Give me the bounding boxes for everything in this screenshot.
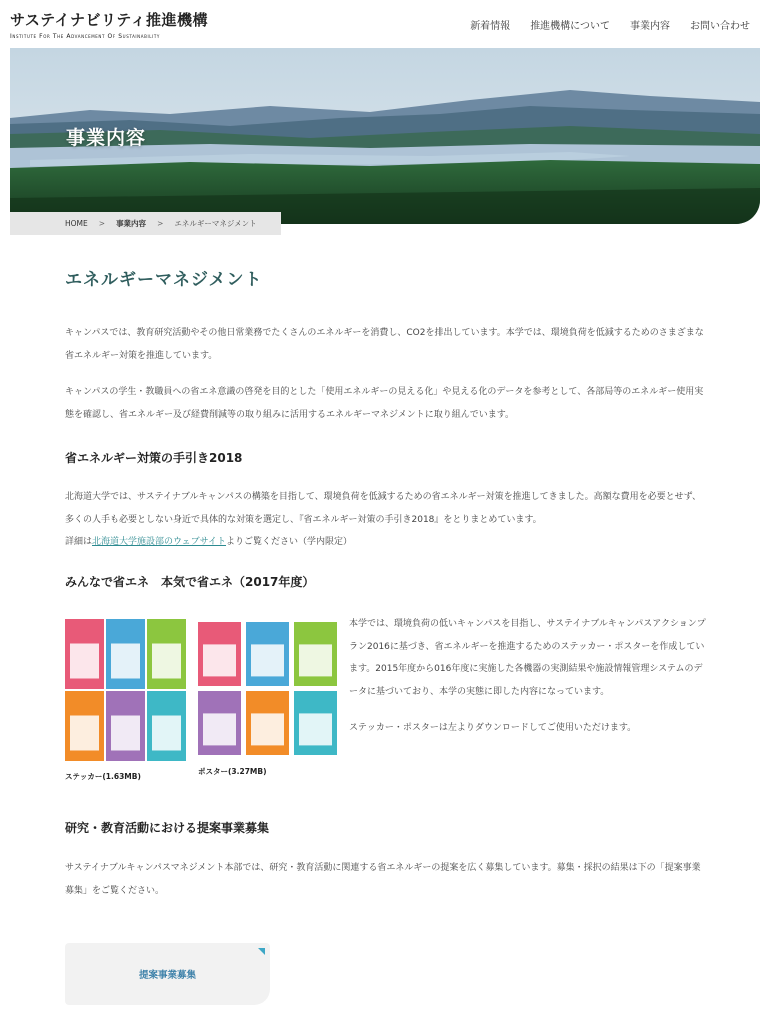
poster-tile-panel <box>251 713 284 745</box>
nav-projects[interactable]: 事業内容 <box>630 21 670 32</box>
logo-title: サステイナビリティ推進機構 <box>10 11 209 29</box>
logo-subtitle: Institute For The Advancement Of Sustainability <box>10 33 160 40</box>
site-header <box>0 0 768 48</box>
proposals-button-label: 提案事業募集 <box>138 970 196 981</box>
poster-tile-panel <box>299 644 332 676</box>
sticker-tile-panel <box>152 716 181 751</box>
site-logo[interactable] <box>10 9 208 40</box>
breadcrumb-section[interactable]: 事業内容 <box>116 219 147 228</box>
nav-news[interactable]: 新着情報 <box>470 21 511 32</box>
intro-paragraph-1: キャンパスでは、教育研究活動やその他日常業務でたくさんのエネルギーを消費し、CO2を排出しています。本学では、環境負荷を低減するためのさまざまな省エネルギー対策を推進しています。 <box>65 328 704 361</box>
breadcrumb-home[interactable]: HOME <box>65 219 88 228</box>
section-heading-proposals: 研究・教育活動における提案事業募集 <box>65 821 270 835</box>
proposals-paragraph: サステイナブルキャンパスマネジメント本部では、研究・教育活動に関連する省エネルギーの提案を広く募集しています。募集・採択の結果は下の「提案事業募集」をご覧ください。 <box>65 863 701 896</box>
corner-arrow-icon <box>258 948 265 955</box>
intro-paragraph-2: キャンパスの学生・教職員への省エネ意識の啓発を目的とした「使用エネルギーの見える化」や見える化のデータを参考として、各部局等のエネルギー使用実態を確認し、省エネルギー及び経費削減等の取り組みに活用するエネルギーマネジメントに取り組んでいます。 <box>65 387 704 420</box>
poster-download[interactable] <box>198 620 338 777</box>
sticker-tile-panel <box>70 644 99 679</box>
poster-tile-panel <box>203 713 236 745</box>
poster-tile-panel <box>203 644 236 676</box>
section-heading-guide: 省エネルギー対策の手引き2018 <box>65 451 243 465</box>
sticker-caption: ステッカー(1.63MB) <box>65 772 141 781</box>
poster-tile-panel <box>251 644 284 676</box>
sticker-tile-panel <box>70 716 99 751</box>
breadcrumb-separator: > <box>98 219 106 228</box>
sticker-tile-panel <box>152 644 181 679</box>
hero-banner <box>10 48 760 224</box>
poster-tile-panel <box>299 713 332 745</box>
page-title: エネルギーマネジメント <box>65 270 263 290</box>
campaign-body-2: ステッカー・ポスターは左よりダウンロードしてご使用いただけます。 <box>349 723 637 733</box>
hero-title: 事業内容 <box>66 127 147 149</box>
breadcrumb-current: エネルギーマネジメント <box>174 219 257 228</box>
breadcrumb-separator: > <box>157 219 164 228</box>
facilities-website-link[interactable]: 北海道大学施設部のウェブサイト <box>92 537 227 547</box>
sticker-download[interactable] <box>65 617 188 782</box>
proposals-button[interactable] <box>65 943 270 1005</box>
guide-body: 北海道大学では、サステイナブルキャンパスの構築を目指して、環境負荷を低減するための省エネルギー対策を推進してきました。高額な費用を必要とせず、多くの人手も必要としない身近で具体的な対策を選定し、『省エネルギー対策の手引き2018』をとりまとめています。 <box>65 492 701 525</box>
sticker-thumbnail <box>65 617 188 761</box>
poster-thumbnail <box>198 620 338 756</box>
nav-contact[interactable]: お問い合わせ <box>690 21 750 32</box>
campaign-body-1: 本学では、環境負荷の低いキャンパスを目指し、サステイナブルキャンパスアクションプラン2016に基づき、省エネルギーを推進するためのステッカー・ポスターを作成しています。2015年度から016年度に実施した各機器の実測結果や施設情報管理システムのデータに基づいており、本学の実態に即した内容になっています。 <box>349 619 706 697</box>
nav-about[interactable]: 推進機構について <box>530 21 610 32</box>
guide-link-suffix: よりご覧ください（学内限定） <box>226 537 353 547</box>
poster-caption: ポスター(3.27MB) <box>198 767 267 776</box>
sticker-tile-panel <box>111 644 140 679</box>
breadcrumb <box>10 212 281 235</box>
sticker-tile-panel <box>111 716 140 751</box>
section-heading-campaign: みんなで省エネ 本気で省エネ（2017年度） <box>65 575 315 589</box>
global-nav <box>470 17 750 32</box>
guide-paragraph <box>65 486 709 554</box>
campaign-description <box>349 613 709 740</box>
guide-link-prefix: 詳細は <box>65 537 93 547</box>
